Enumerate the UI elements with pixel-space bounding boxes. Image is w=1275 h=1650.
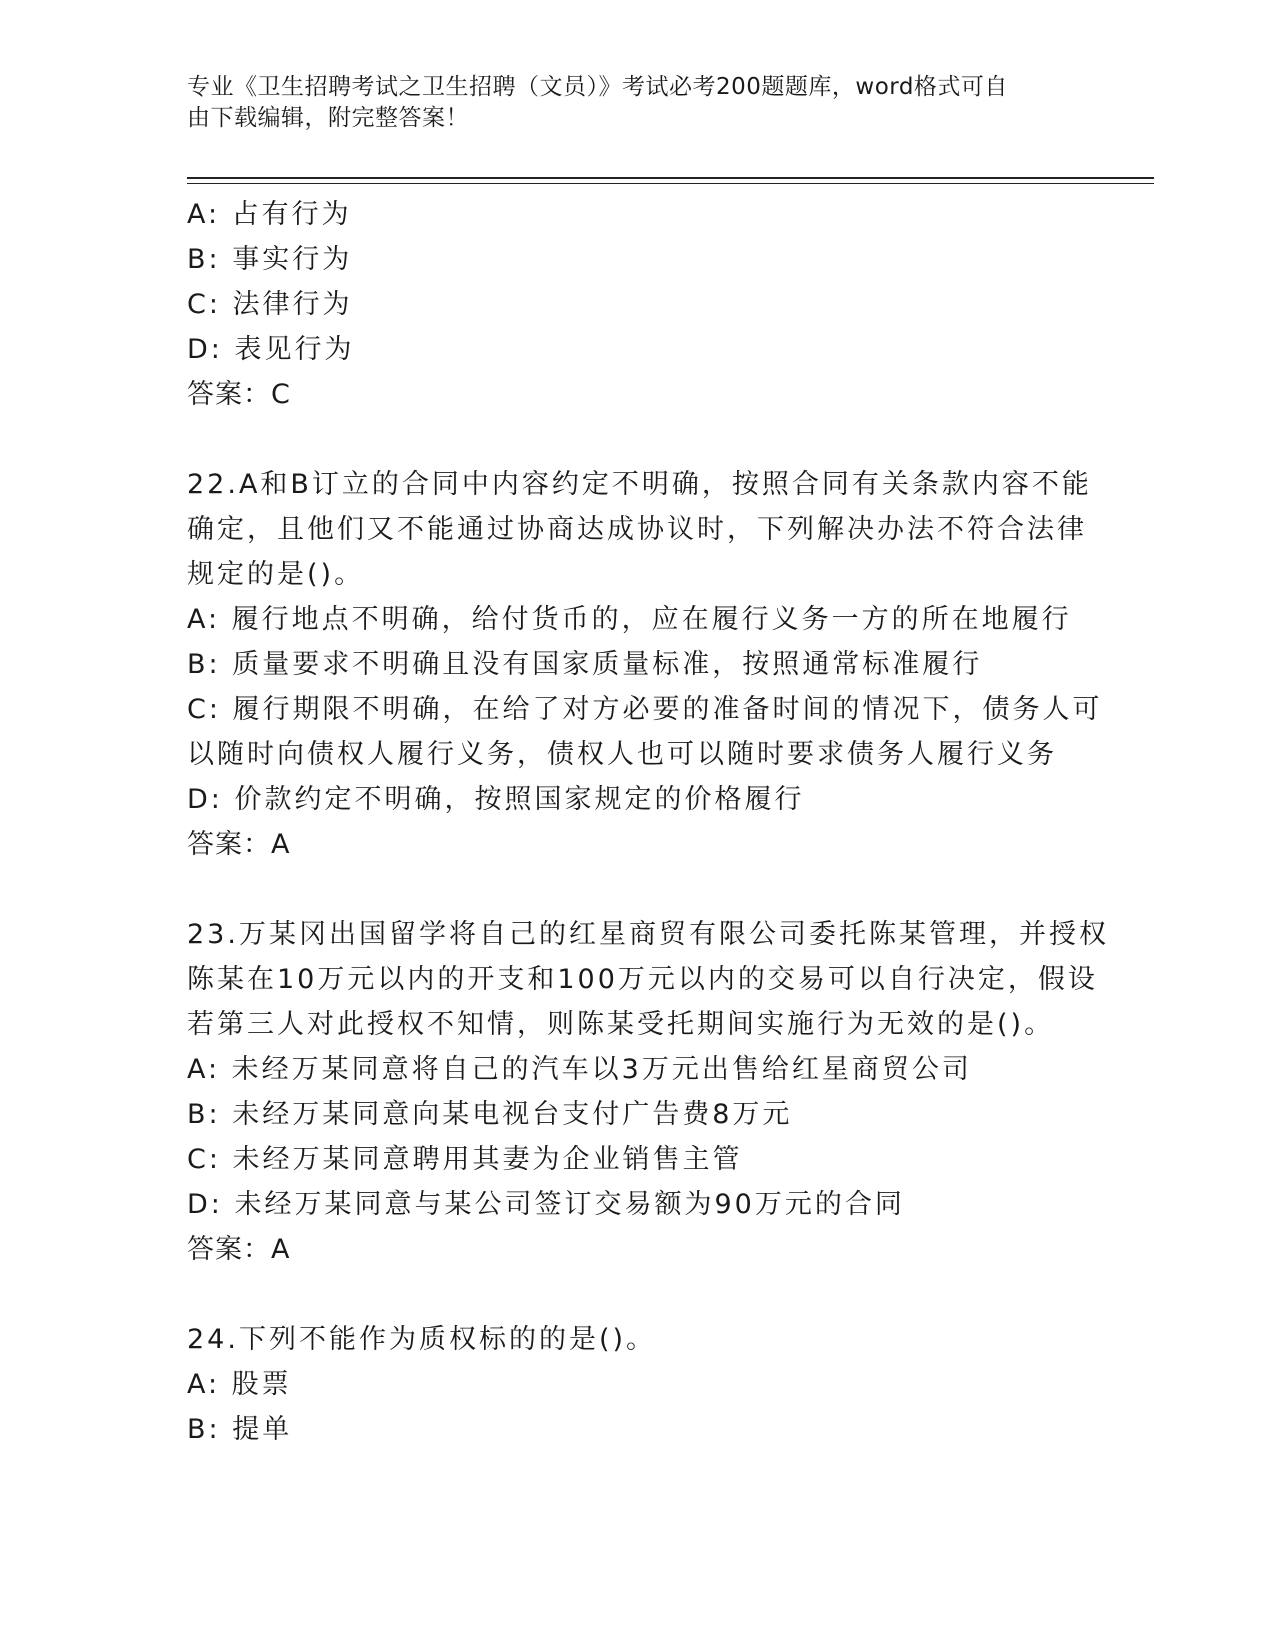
q23-option-b: B: 未经万某同意向某电视台支付广告费8万元 <box>187 1099 793 1130</box>
q22-stem-line-2: 确定，且他们又不能通过协商达成协议时，下列解决办法不符合法律 <box>187 514 1087 545</box>
q22-stem-line-3: 规定的是()。 <box>187 559 365 590</box>
q22-stem-line-1: 22.A和B订立的合同中内容约定不明确，按照合同有关条款内容不能 <box>187 469 1092 500</box>
q22-option-c: C: 履行期限不明确，在给了对方必要的准备时间的情况下，债务人可 <box>187 694 1103 725</box>
header-divider-thin <box>187 183 1154 184</box>
header-divider-thick <box>187 177 1154 179</box>
q22-option-c-cont: 以随时向债权人履行义务，债权人也可以随时要求债务人履行义务 <box>187 739 1057 770</box>
q21-option-a: A: 占有行为 <box>187 199 352 230</box>
q23-stem-line-1: 23.万某冈出国留学将自己的红星商贸有限公司委托陈某管理，并授权 <box>187 919 1109 950</box>
q22-option-d: D: 价款约定不明确，按照国家规定的价格履行 <box>187 784 805 815</box>
q22-option-a: A: 履行地点不明确，给付货币的，应在履行义务一方的所在地履行 <box>187 604 1072 635</box>
q24-stem-line-1: 24.下列不能作为质权标的的是()。 <box>187 1324 657 1355</box>
q21-answer: 答案：C <box>187 379 291 410</box>
q24-option-b: B: 提单 <box>187 1414 293 1445</box>
q21-option-d: D: 表见行为 <box>187 334 355 365</box>
q23-option-c: C: 未经万某同意聘用其妻为企业销售主管 <box>187 1144 743 1175</box>
document-header <box>187 72 1067 134</box>
q23-stem-line-2: 陈某在10万元以内的开支和100万元以内的交易可以自行决定，假设 <box>187 964 1098 995</box>
header-line-2: 由下载编辑，附完整答案！ <box>187 105 469 131</box>
q23-answer: 答案：A <box>187 1234 291 1265</box>
q22-option-b: B: 质量要求不明确且没有国家质量标准，按照通常标准履行 <box>187 649 983 680</box>
q23-option-d: D: 未经万某同意与某公司签订交易额为90万元的合同 <box>187 1189 905 1220</box>
q23-option-a: A: 未经万某同意将自己的汽车以3万元出售给红星商贸公司 <box>187 1054 972 1085</box>
q23-stem-line-3: 若第三人对此授权不知情，则陈某受托期间实施行为无效的是()。 <box>187 1009 1055 1040</box>
q24-option-a: A: 股票 <box>187 1369 292 1400</box>
q22-answer: 答案：A <box>187 829 291 860</box>
header-line-1: 专业《卫生招聘考试之卫生招聘（文员）》考试必考200题题库，word格式可自 <box>187 74 1008 100</box>
q21-option-c: C: 法律行为 <box>187 289 353 320</box>
q21-option-b: B: 事实行为 <box>187 244 353 275</box>
